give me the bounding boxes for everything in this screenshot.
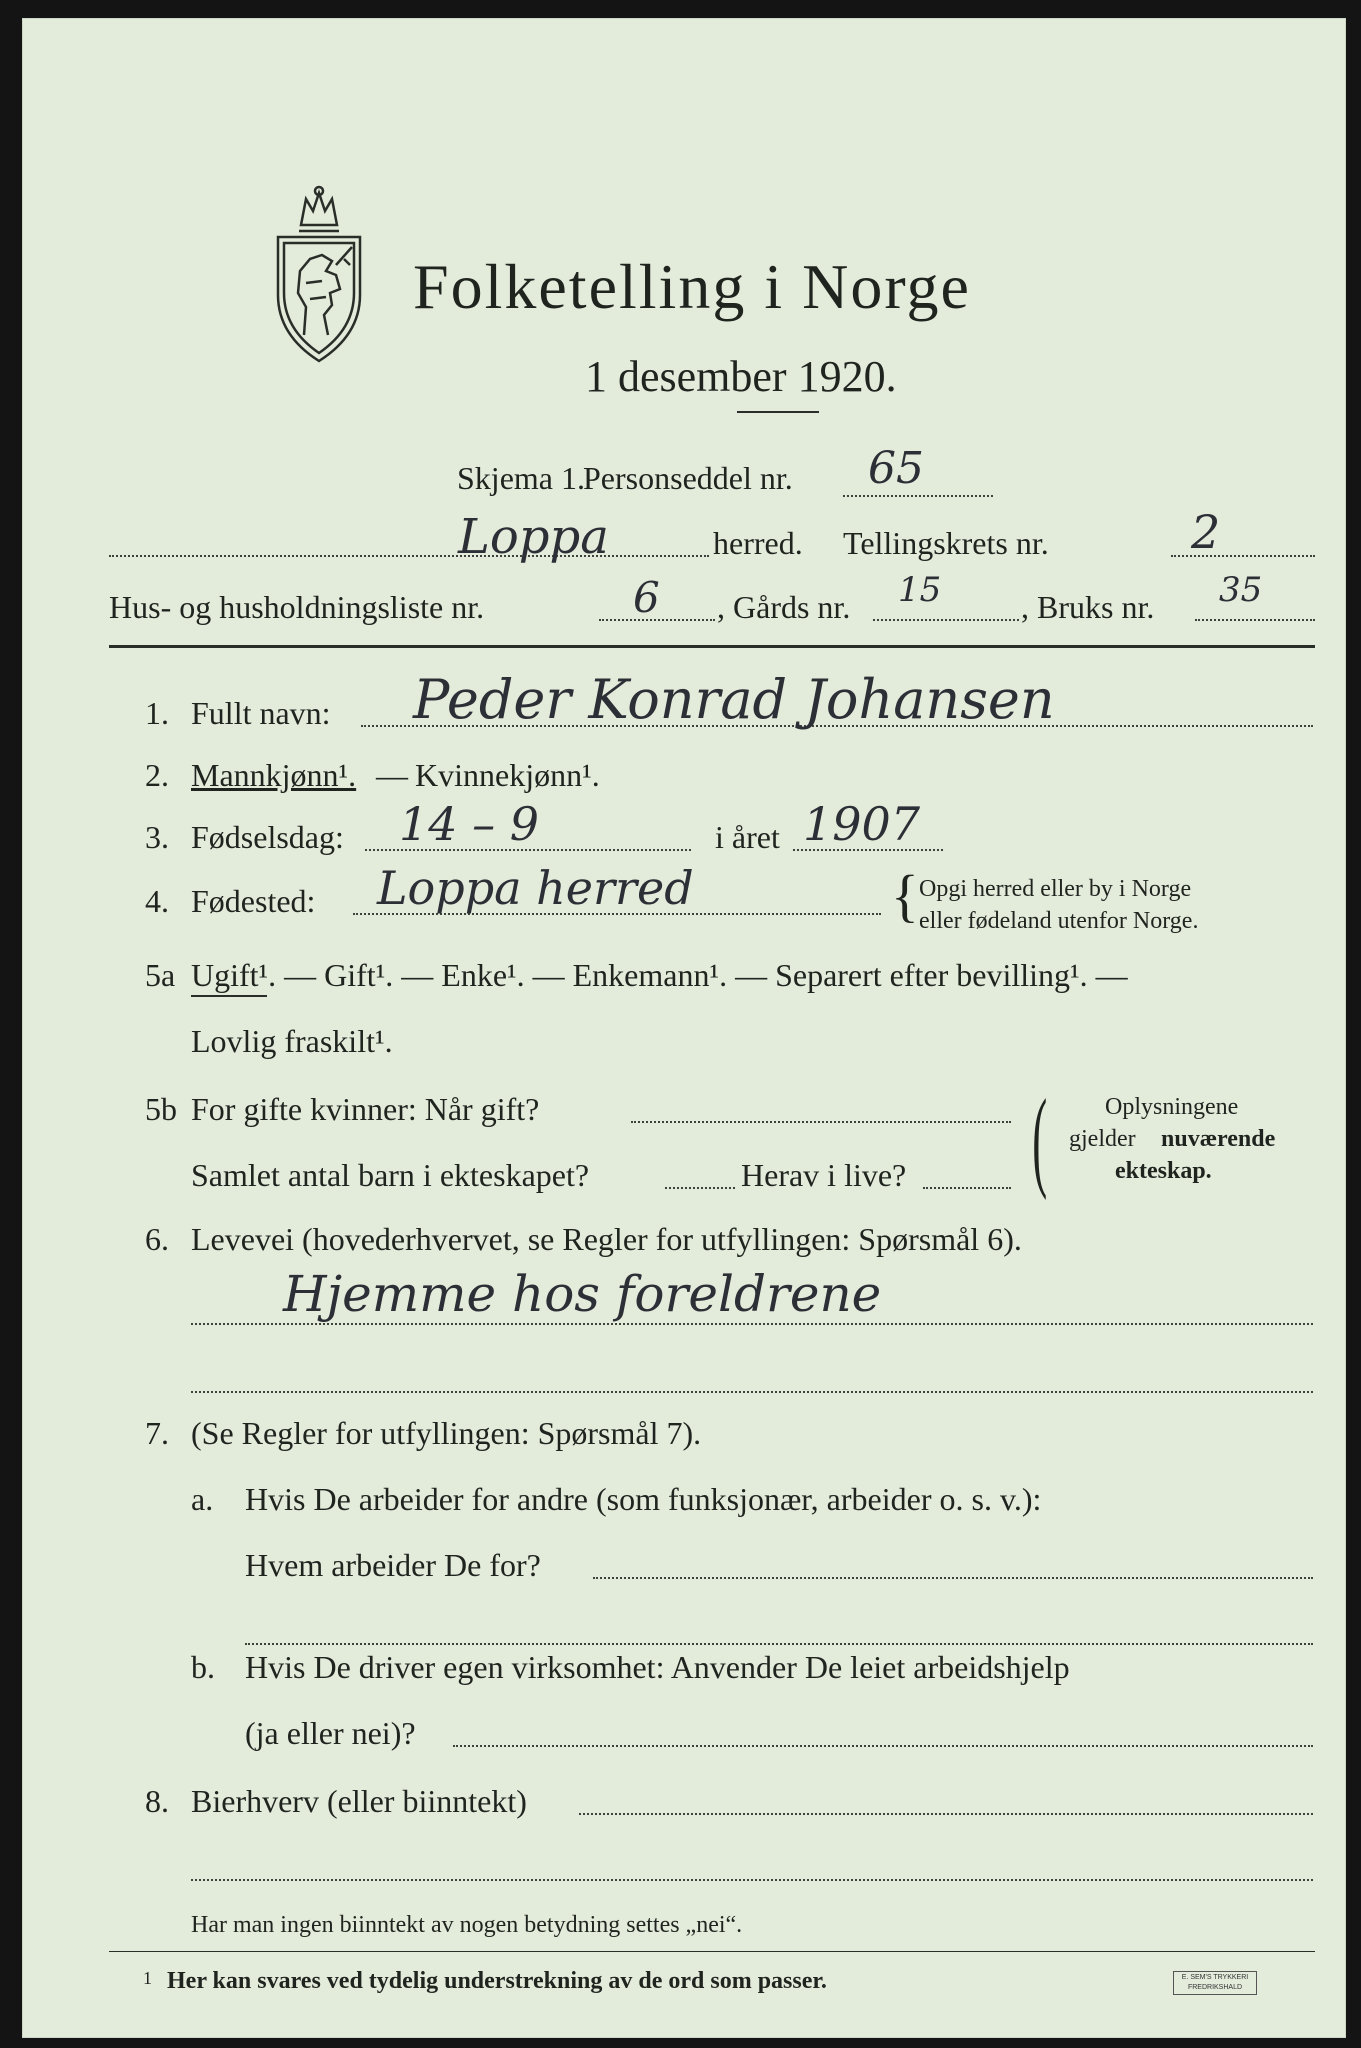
coat-of-arms-icon bbox=[266, 185, 372, 365]
q8-label: Bierhverv (eller biinntekt) bbox=[191, 1783, 527, 1819]
q5b-brace: ( bbox=[1032, 1077, 1048, 1201]
personseddel-value: 65 bbox=[868, 443, 924, 494]
q3-label: Fødselsdag: bbox=[191, 819, 344, 855]
q5a-options: Ugift¹. — Gift¹. — Enke¹. — Enkemann¹. — Separert efter bevilling¹. — bbox=[191, 957, 1128, 993]
q8-line2 bbox=[191, 1879, 1313, 1881]
q7a-line1: Hvis De arbeider for andre (som funksjonær, arbeider o. s. v.): bbox=[245, 1481, 1042, 1517]
q6-line2 bbox=[191, 1391, 1313, 1393]
bruks-line bbox=[1195, 619, 1315, 621]
q5b-children-line bbox=[665, 1187, 735, 1189]
q2-separator: — bbox=[376, 757, 408, 793]
q3-number: 3. bbox=[145, 819, 169, 855]
printer-stamp-line1: E. SEM'S TRYKKERI bbox=[1181, 1974, 1249, 1981]
header-rule bbox=[109, 645, 1315, 648]
q4-note-line2: eller fødeland utenfor Norge. bbox=[919, 908, 1199, 934]
census-date: 1 desember 1920. bbox=[585, 352, 897, 401]
herred-label: herred. bbox=[713, 525, 803, 561]
q2-female: Kvinnekjønn¹. bbox=[415, 757, 600, 793]
q7a-extra-line bbox=[245, 1643, 1313, 1645]
q7b-answer-line bbox=[453, 1745, 1313, 1747]
personseddel-label: Personseddel nr. bbox=[583, 460, 793, 496]
herred-line bbox=[109, 555, 709, 557]
footnote-mark: 1 bbox=[143, 1968, 152, 1988]
q5a-ugift-underline bbox=[191, 995, 267, 997]
q5b-note-line3: ekteskap. bbox=[1115, 1158, 1212, 1184]
q3-year-label: i året bbox=[715, 819, 780, 855]
bruks-value: 35 bbox=[1219, 570, 1263, 610]
census-form bbox=[22, 18, 1346, 2038]
herred-value: Loppa bbox=[458, 509, 609, 565]
q8-line1 bbox=[579, 1813, 1313, 1815]
q6-number: 6. bbox=[145, 1221, 169, 1257]
q4-note-line1: Opgi herred eller by i Norge bbox=[919, 876, 1192, 902]
q7-label: (Se Regler for utfyllingen: Spørsmål 7). bbox=[191, 1415, 702, 1451]
q2-male: Mannkjønn¹. bbox=[191, 757, 357, 793]
q3-value: 14 – 9 bbox=[399, 797, 540, 851]
q7b-line1: Hvis De driver egen virksomhet: Anvender De leiet arbeidshjelp bbox=[245, 1649, 1070, 1685]
q1-number: 1. bbox=[145, 695, 169, 731]
schema-label: Skjema 1. bbox=[457, 460, 585, 496]
footnote-text: Her kan svares ved tydelig understrekning av de ord som passer. bbox=[167, 1968, 827, 1994]
personseddel-line bbox=[843, 495, 993, 497]
form-title: Folketelling i Norge bbox=[413, 251, 971, 322]
q7a-employer-line bbox=[593, 1577, 1313, 1579]
q1-label: Fullt navn: bbox=[191, 695, 331, 731]
gards-line bbox=[873, 619, 1019, 621]
q5b-married-when: For gifte kvinner: Når gift? bbox=[191, 1091, 540, 1127]
printer-stamp bbox=[1173, 1971, 1257, 1995]
q5b-alive-line bbox=[923, 1187, 1011, 1189]
q3-year-value: 1907 bbox=[803, 797, 921, 851]
q5a-options-line2: Lovlig fraskilt¹. bbox=[191, 1023, 393, 1059]
q5b-note-line1: Oplysningene bbox=[1105, 1094, 1239, 1120]
q7b-number: b. bbox=[191, 1649, 215, 1685]
q5b-note-line2a: gjelder bbox=[1069, 1126, 1136, 1152]
gards-label: , Gårds nr. bbox=[717, 589, 851, 625]
q5b-note-line2b: nuværende bbox=[1161, 1126, 1276, 1152]
q6-value: Hjemme hos foreldrene bbox=[283, 1265, 882, 1323]
q1-value: Peder Konrad Johansen bbox=[413, 668, 1055, 731]
q5b-number: 5b bbox=[145, 1091, 177, 1127]
bruks-label: , Bruks nr. bbox=[1021, 589, 1155, 625]
q7a-line2: Hvem arbeider De for? bbox=[245, 1547, 541, 1583]
husholdning-label: Hus- og husholdningsliste nr. bbox=[109, 589, 485, 625]
q5b-when-line bbox=[631, 1121, 1011, 1123]
q5b-children-label: Samlet antal barn i ekteskapet? bbox=[191, 1157, 590, 1193]
q7-number: 7. bbox=[145, 1415, 169, 1451]
q7b-line2: (ja eller nei)? bbox=[245, 1715, 416, 1751]
q4-brace: { bbox=[891, 863, 919, 928]
q4-value: Loppa herred bbox=[377, 861, 694, 915]
q8-note: Har man ingen biinntekt av nogen betydning settes „nei“. bbox=[191, 1912, 743, 1938]
title-underline bbox=[737, 411, 819, 413]
tellingskrets-label: Tellingskrets nr. bbox=[843, 525, 1049, 561]
q5a-number: 5a bbox=[145, 957, 176, 993]
footnote-rule bbox=[109, 1951, 1315, 1952]
q5b-alive-label: Herav i live? bbox=[741, 1157, 907, 1193]
printer-stamp-line2: FREDRIKSHALD bbox=[1187, 1984, 1243, 1991]
q8-number: 8. bbox=[145, 1783, 169, 1819]
gards-value: 15 bbox=[898, 570, 942, 610]
husholdning-value: 6 bbox=[633, 573, 660, 622]
q4-label: Fødested: bbox=[191, 883, 316, 919]
q7a-number: a. bbox=[191, 1481, 214, 1517]
q6-line1 bbox=[191, 1323, 1313, 1325]
q2-number: 2. bbox=[145, 757, 169, 793]
tellingskrets-value: 2 bbox=[1191, 505, 1221, 559]
q4-number: 4. bbox=[145, 883, 169, 919]
q6-label: Levevei (hovederhvervet, se Regler for utfyllingen: Spørsmål 6). bbox=[191, 1221, 1022, 1257]
